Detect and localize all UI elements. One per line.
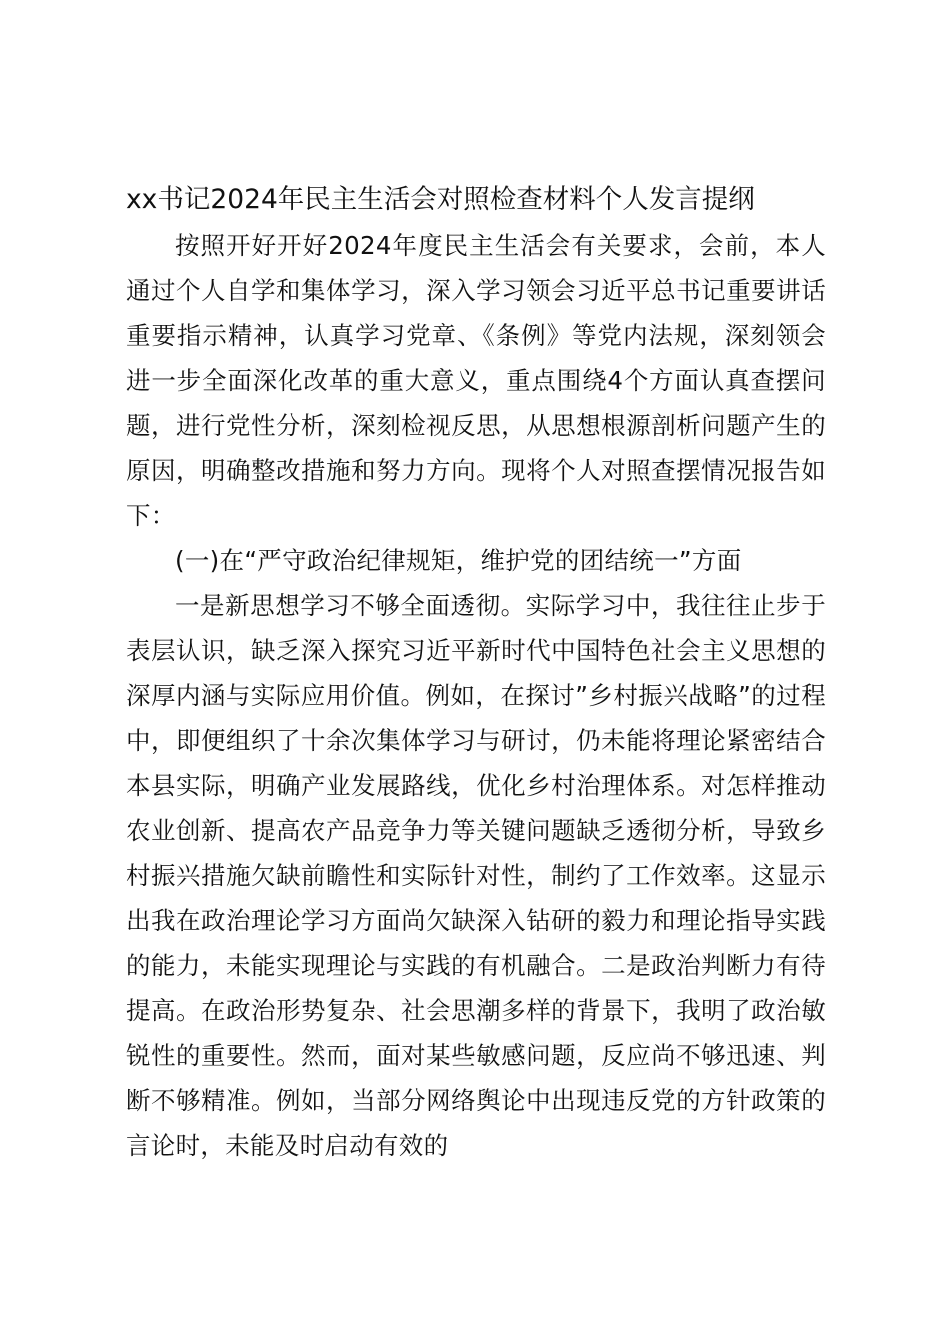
section-heading: (一)在“严守政治纪律规矩，维护党的团结统一”方面 bbox=[175, 546, 742, 575]
body-paragraph: 一是新思想学习不够全面透彻。实际学习中，我往往止步于表层认识，缺乏深入探究习近平新时代中国特色社会主义思想的深厚内涵与实际应用价值。例如，在探讨”乡村振兴战略”的过程中，即便组织了十余次集体学习与研讨，仍未能将理论紧密结合本县实际，明确产业发展路线，优化乡村治理体系。对怎样推动农业创新、提高农产品竞争力等关键问题缺乏透彻分析，导致乡村振兴措施欠缺前瞻性和实际针对性，制约了工作效率。这显示出我在政治理论学习方面尚欠缺深入钻研的毅力和理论指导实践的能力，未能实现理论与实践的有机融合。二是政治判断力有待提高。在政治形势复杂、社会思潮多样的背景下，我明了政治敏锐性的重要性。然而，面对某些敏感问题，反应尚不够迅速、判断不够精准。例如，当部分网络舆论中出现违反党的方针政策的言论时，未能及时启动有效的 bbox=[126, 591, 826, 1160]
document-title: xx书记2024年民主生活会对照检查材料个人发言提纲 bbox=[126, 184, 755, 215]
body-paragraph: 按照开好开好2024年度民主生活会有关要求，会前，本人通过个人自学和集体学习，深入学习领会习近平总书记重要讲话重要指示精神，认真学习党章、《条例》等党内法规，深刻领会进一步全面深化改革的重大意义，重点围绕4个方面认真查摆问题，进行党性分析，深刻检视反思，从思想根源剖析问题产生的原因，明确整改措施和努力方向。现将个人对照查摆情况报告如下： bbox=[126, 231, 826, 530]
document-body bbox=[126, 223, 826, 1168]
